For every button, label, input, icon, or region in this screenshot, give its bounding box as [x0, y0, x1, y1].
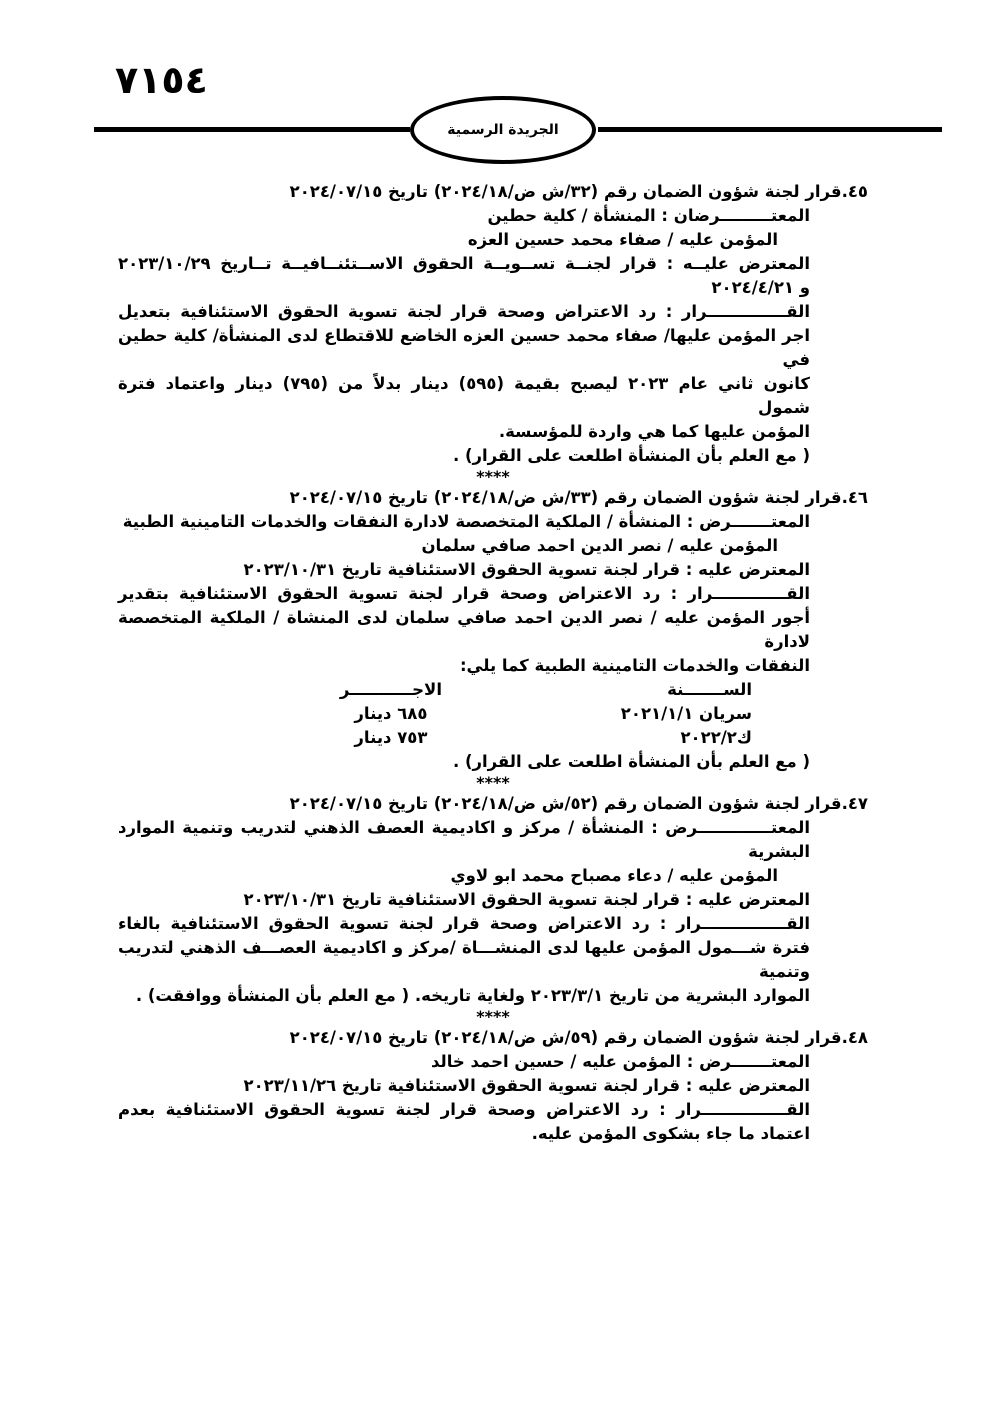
note-line: ( مع العلم بأن المنشأة اطلعت على القرار) . [452, 752, 810, 771]
wage-table [118, 678, 868, 750]
insured-line: المؤمن عليه / دعاء مصباح محمد ابو لاوي [450, 866, 778, 885]
entry-title: ٤٦.قرار لجنة شؤون الضمان رقم (٣٣/ش ض/٢٠٢٤/١٨) تاريخ ٢٠٢٤/٠٧/١٥ [289, 488, 868, 507]
header-rule-right [598, 127, 942, 132]
decision-line: القـــــــــــــرار : رد الاعتراض وصحة قرار لجنة تسوية الحقوق الاستئنافية بتقدير [118, 584, 810, 603]
objector-line-cont: البشرية [748, 842, 810, 861]
header-rule-left [94, 127, 410, 132]
insured-line: المؤمن عليه / نصر الدين احمد صافي سلمان [421, 536, 778, 555]
document-body [118, 180, 868, 1146]
decision-entry-47 [118, 792, 868, 1026]
entry-title: ٤٧.قرار لجنة شؤون الضمان رقم (٥٢/ش ض/٢٠٢٤/١٨) تاريخ ٢٠٢٤/٠٧/١٥ [289, 794, 868, 813]
wage-table-cell: ك٢٠٢٢/٢ [680, 728, 752, 747]
decision-line: فترة شـــمول المؤمن عليها لدى المنشـــاة /مركز و اكاديمية العصـــف الذهني لتدريب وتنمية [118, 938, 810, 981]
objected-line-cont: و ٢٠٢٤/٤/٢١ [711, 278, 810, 297]
decision-line: كانون ثاني عام ٢٠٢٣ ليصبح بقيمة (٥٩٥) دينار بدلاً من (٧٩٥) دينار واعتماد فترة شمول [118, 374, 811, 417]
decision-entry-46 [118, 486, 868, 792]
wage-table-header-year: الســـــــنة [667, 680, 752, 699]
decision-line: القـــــــــــــــرار : رد الاعتراض وصحة قرار لجنة تسوية الحقوق الاستئنافية بالغاء [118, 914, 810, 933]
decision-entry-45 [118, 180, 868, 486]
objected-line: المعترض عليه : قرار لجنة تسوية الحقوق الاستئنافية تاريخ ٢٠٢٣/١١/٢٦ [243, 1076, 810, 1095]
decision-line: الموارد البشرية من تاريخ ٢٠٢٣/٣/١ ولغاية تاريخه. ( مع العلم بأن المنشأة ووافقت) . [135, 986, 810, 1005]
decision-line: القـــــــــــــــرار : رد الاعتراض وصحة قرار لجنة تسوية الحقوق الاستئنافية بعدم [118, 1100, 810, 1119]
entry-title: ٤٨.قرار لجنة شؤون الضمان رقم (٥٩/ش ض/٢٠٢٤/١٨) تاريخ ٢٠٢٤/٠٧/١٥ [289, 1028, 868, 1047]
decision-line: القــــــــــــــرار : رد الاعتراض وصحة قرار لجنة تسوية الحقوق الاستئنافية بتعديل [118, 302, 810, 321]
decision-line: النفقات والخدمات التامينية الطبية كما يلي: [459, 656, 810, 675]
separator: **** [476, 1007, 510, 1026]
separator: **** [476, 773, 510, 792]
objector-line: المعتـــــــــــــرض : المنشأة / مركز و اكاديمية العصف الذهني لتدريب وتنمية الموارد [118, 818, 810, 837]
objected-line: المعترض عليــه : قرار لجنــة تســويــة الحقوق الاســتئنــافيــة تــاريخ ٢٠٢٣/١٠/٢٩ [118, 254, 810, 273]
wage-table-cell: ٧٥٣ دينار [354, 728, 428, 747]
page-number: ٧١٥٤ [115, 58, 208, 102]
objector-line: المعتـــــــــرضان : المنشأة / كلية حطين [487, 206, 810, 225]
decision-line: اجر المؤمن عليها/ صفاء محمد حسين العزه الخاضع للاقتطاع لدى المنشأة/ كلية حطين في [118, 326, 810, 369]
wage-table-header-wage: الاجـــــــــــر [339, 680, 442, 699]
decision-line: أجور المؤمن عليه / نصر الدين احمد صافي سلمان لدى المنشاة / الملكية المتخصصة لادارة [118, 608, 810, 651]
gazette-title-oval [410, 96, 596, 164]
separator: **** [476, 467, 510, 486]
objected-line: المعترض عليه : قرار لجنة تسوية الحقوق الاستئنافية تاريخ ٢٠٢٣/١٠/٣١ [243, 560, 810, 579]
entry-title: ٤٥.قرار لجنة شؤون الضمان رقم (٣٢/ش ض/٢٠٢٤/١٨) تاريخ ٢٠٢٤/٠٧/١٥ [289, 182, 868, 201]
objector-line: المعتـــــــرض : المنشأة / الملكية المتخصصة لادارة النفقات والخدمات التامينية الطبية [122, 512, 810, 531]
objector-line: المعتـــــــرض : المؤمن عليه / حسين احمد خالد [430, 1052, 810, 1071]
note-line: ( مع العلم بأن المنشأة اطلعت على القرار) . [452, 446, 810, 465]
insured-line: المؤمن عليه / صفاء محمد حسين العزه [467, 230, 778, 249]
decision-line: اعتماد ما جاء بشكوى المؤمن عليه. [531, 1124, 810, 1143]
gazette-title: الجريدة الرسمية [447, 122, 559, 138]
objected-line: المعترض عليه : قرار لجنة تسوية الحقوق الاستئنافية تاريخ ٢٠٢٣/١٠/٣١ [243, 890, 810, 909]
wage-table-cell: ٦٨٥ دينار [354, 704, 428, 723]
wage-table-cell: سريان ٢٠٢١/١/١ [620, 704, 752, 723]
decision-line: المؤمن عليها كما هي واردة للمؤسسة. [498, 422, 810, 441]
decision-entry-48 [118, 1026, 868, 1146]
